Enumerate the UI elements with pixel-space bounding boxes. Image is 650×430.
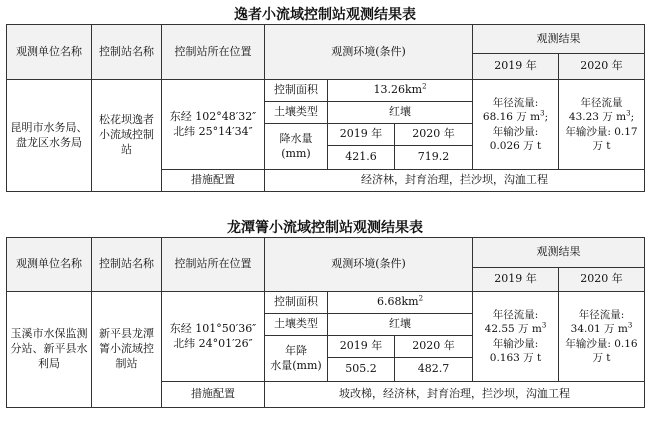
rainfall-year-2020: 2020 年 xyxy=(395,124,473,146)
soil-value: 红壤 xyxy=(328,102,473,124)
station-location xyxy=(162,80,265,170)
runoff-label: 年径流量: xyxy=(492,309,539,322)
runoff-label: 年径流量: xyxy=(578,309,625,322)
result-2020 xyxy=(559,80,645,170)
runoff-value: 42.55 万 $m^3$ xyxy=(484,321,547,336)
rainfall-2020: 719.2 xyxy=(395,146,473,170)
header-location: 控制站所在位置 xyxy=(162,25,265,80)
measures-value: 经济林，封育治理，拦沙坝，沟洫工程 xyxy=(265,170,645,192)
rainfall-2019: 421.6 xyxy=(328,146,395,170)
rainfall-year-2019: 2019 年 xyxy=(328,124,395,146)
soil-label: 土壤类型 xyxy=(265,314,328,336)
rainfall-year-2019: 2019 年 xyxy=(328,336,395,358)
sediment-value: 0.163 万 t xyxy=(489,351,542,364)
sediment-label: 年输沙量: xyxy=(492,125,539,138)
runoff-label: 年径流量 xyxy=(580,97,623,110)
unit-name: 昆明市水务局、盘龙区水务局 xyxy=(7,80,92,192)
area-value: $13.26km^2$ xyxy=(328,80,473,102)
runoff-value: 34.01 万 $m^3$ xyxy=(570,321,633,336)
rainfall-2019: 505.2 xyxy=(328,358,395,382)
rainfall-label: 年降 水量(mm) xyxy=(265,336,328,382)
rainfall-2020: 482.7 xyxy=(395,358,473,382)
station-name: 松花坝逸者小流域控制站 xyxy=(92,80,162,192)
longitude: 东经 101°50′36″ xyxy=(169,321,257,335)
rainfall-year-2020: 2020 年 xyxy=(395,336,473,358)
station-name: 新平县龙潭箐小流域控制站 xyxy=(92,292,162,408)
longitude: 东经 102°48′32″ xyxy=(169,109,257,123)
header-environment: 观测环境(条件) xyxy=(265,238,473,292)
table2-title: 龙潭箐小流域控制站观测结果表 xyxy=(227,220,423,236)
latitude: 北纬 24°01′26″ xyxy=(173,336,253,350)
header-station-name: 控制站名称 xyxy=(92,238,162,292)
soil-label: 土壤类型 xyxy=(265,102,328,124)
station-location xyxy=(162,292,265,382)
sediment-value: 0.026 万 t xyxy=(489,139,542,152)
sediment-label: 年输沙量: xyxy=(492,337,539,350)
runoff-value: 43.23 万 $m^3$; xyxy=(568,109,635,124)
header-location: 控制站所在位置 xyxy=(162,238,265,292)
measures-label: 措施配置 xyxy=(162,382,265,408)
table1-title: 逸者小流域控制站观测结果表 xyxy=(234,7,416,23)
header-station-name: 控制站名称 xyxy=(92,25,162,80)
result-2020 xyxy=(559,292,645,382)
table1 xyxy=(6,24,645,192)
header-year-2019: 2019 年 xyxy=(473,268,559,292)
sediment-label: 年输沙量: 0.16 xyxy=(565,337,638,350)
runoff-value: 68.16 万 $m^3$; xyxy=(482,109,549,124)
header-unit: 观测单位名称 xyxy=(7,238,92,292)
latitude: 北纬 25°14′34″ xyxy=(173,124,253,138)
result-2019 xyxy=(473,80,559,170)
header-results: 观测结果 xyxy=(473,25,645,54)
area-value: $6.68km^2$ xyxy=(328,292,473,314)
sediment-label: 年输沙量: 0.17 xyxy=(565,125,638,138)
result-2019 xyxy=(473,292,559,382)
soil-value: 红壤 xyxy=(328,314,473,336)
header-year-2020: 2020 年 xyxy=(559,268,645,292)
unit-name: 玉溪市水保监测分站、新平县水利局 xyxy=(7,292,92,408)
area-label: 控制面积 xyxy=(265,292,328,314)
area-label: 控制面积 xyxy=(265,80,328,102)
table2 xyxy=(6,237,645,408)
header-environment: 观测环境(条件) xyxy=(265,25,473,80)
header-results: 观测结果 xyxy=(473,238,645,268)
rainfall-label: 降水量 (mm) xyxy=(265,124,328,170)
header-year-2019: 2019 年 xyxy=(473,54,559,80)
measures-value: 坡改梯，经济林，封育治理，拦沙坝，沟洫工程 xyxy=(265,382,645,408)
sediment-value: 万 t xyxy=(592,139,611,152)
sediment-value: 万 t xyxy=(592,351,611,364)
header-year-2020: 2020 年 xyxy=(559,54,645,80)
measures-label: 措施配置 xyxy=(162,170,265,192)
runoff-label: 年径流量: xyxy=(492,97,539,110)
header-unit: 观测单位名称 xyxy=(7,25,92,80)
